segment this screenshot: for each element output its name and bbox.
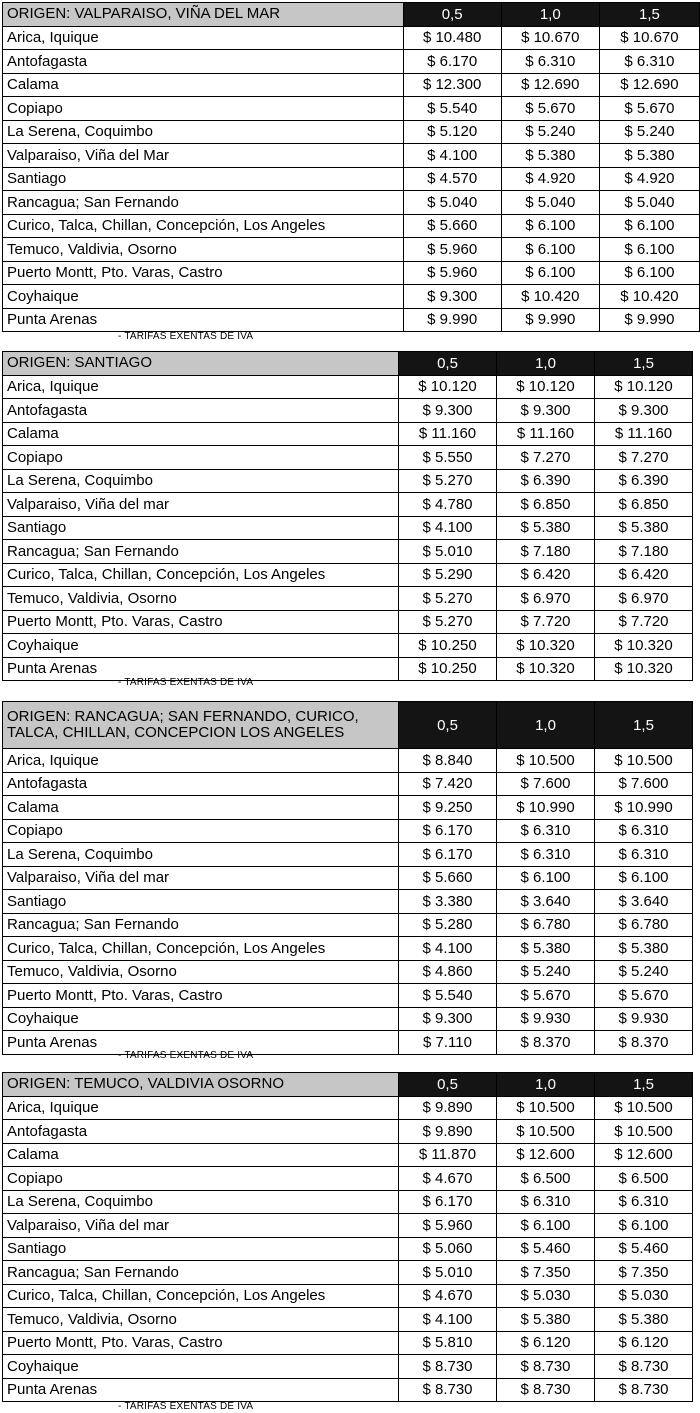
- destination-cell: Copiapo: [3, 446, 399, 470]
- price-cell: $ 6.310: [599, 50, 699, 74]
- price-cell: $ 7.720: [497, 610, 595, 634]
- destination-cell: Coyhaique: [3, 634, 399, 658]
- price-cell: $ 3.640: [497, 890, 595, 914]
- price-cell: $ 4.570: [403, 167, 501, 191]
- price-cell: $ 6.100: [501, 214, 599, 238]
- table-row: [3, 960, 693, 984]
- price-cell: $ 5.290: [399, 563, 497, 587]
- price-cell: $ 10.670: [599, 26, 699, 50]
- price-cell: $ 6.100: [497, 866, 595, 890]
- price-cell: $ 10.250: [399, 657, 497, 681]
- price-cell: $ 10.320: [595, 634, 693, 658]
- rate-table: [2, 351, 693, 681]
- table-row: [3, 1237, 693, 1261]
- table-row: [3, 167, 700, 191]
- price-cell: $ 5.040: [501, 191, 599, 215]
- origin-header: ORIGEN: VALPARAISO, VIÑA DEL MAR: [3, 3, 404, 27]
- table-row: [3, 422, 693, 446]
- price-cell: $ 11.160: [595, 422, 693, 446]
- price-cell: $ 7.600: [595, 772, 693, 796]
- price-cell: $ 4.100: [399, 516, 497, 540]
- price-cell: $ 5.010: [399, 540, 497, 564]
- table-row: [3, 1331, 693, 1355]
- table-row: [3, 191, 700, 215]
- price-cell: $ 6.170: [403, 50, 501, 74]
- price-cell: $ 3.640: [595, 890, 693, 914]
- table-row: [3, 819, 693, 843]
- price-cell: $ 4.670: [399, 1167, 497, 1191]
- table-row: [3, 540, 693, 564]
- destination-cell: Santiago: [3, 516, 399, 540]
- destination-cell: Puerto Montt, Pto. Varas, Castro: [3, 984, 399, 1008]
- price-cell: $ 5.040: [599, 191, 699, 215]
- price-cell: $ 9.300: [497, 399, 595, 423]
- price-cell: $ 9.990: [599, 308, 699, 332]
- table-row: [3, 587, 693, 611]
- price-cell: $ 5.380: [501, 144, 599, 168]
- table-row: [3, 238, 700, 262]
- price-cell: $ 4.920: [599, 167, 699, 191]
- destination-cell: Copiapo: [3, 97, 404, 121]
- price-cell: $ 6.310: [497, 819, 595, 843]
- price-cell: $ 6.780: [595, 913, 693, 937]
- price-cell: $ 5.960: [399, 1214, 497, 1238]
- table-row: [3, 796, 693, 820]
- price-cell: $ 10.990: [497, 796, 595, 820]
- price-cell: $ 6.390: [497, 469, 595, 493]
- price-cell: $ 7.270: [595, 446, 693, 470]
- table-row: [3, 772, 693, 796]
- price-cell: $ 6.420: [595, 563, 693, 587]
- price-cell: $ 5.270: [399, 587, 497, 611]
- weight-header-1-5: 1,5: [595, 1073, 693, 1097]
- price-cell: $ 9.300: [399, 399, 497, 423]
- price-cell: $ 6.310: [501, 50, 599, 74]
- table-row: [3, 1007, 693, 1031]
- price-cell: $ 8.840: [399, 749, 497, 773]
- price-cell: $ 4.100: [399, 1308, 497, 1332]
- price-cell: $ 9.890: [399, 1120, 497, 1144]
- destination-cell: Punta Arenas: [3, 308, 404, 332]
- table-row: [3, 1284, 693, 1308]
- table-row: [3, 984, 693, 1008]
- destination-cell: Antofagasta: [3, 1120, 399, 1144]
- destination-cell: Coyhaique: [3, 1355, 399, 1379]
- price-cell: $ 5.060: [399, 1237, 497, 1261]
- price-cell: $ 6.310: [595, 843, 693, 867]
- rate-table: [2, 701, 693, 1055]
- table-row: [3, 446, 693, 470]
- origin-header: ORIGEN: SANTIAGO: [3, 352, 399, 376]
- price-cell: $ 5.670: [595, 984, 693, 1008]
- table-row: [3, 890, 693, 914]
- destination-cell: Calama: [3, 1143, 399, 1167]
- destination-cell: Valparaiso, Viña del mar: [3, 1214, 399, 1238]
- table-header-row: [3, 702, 693, 749]
- destination-cell: Arica, Iquique: [3, 26, 404, 50]
- price-cell: $ 10.480: [403, 26, 501, 50]
- table-row: [3, 937, 693, 961]
- price-cell: $ 5.550: [399, 446, 497, 470]
- price-cell: $ 9.930: [497, 1007, 595, 1031]
- destination-cell: Puerto Montt, Pto. Varas, Castro: [3, 261, 404, 285]
- price-cell: $ 6.310: [497, 1190, 595, 1214]
- rate-table-valparaiso: [2, 2, 700, 332]
- price-cell: $ 8.730: [595, 1378, 693, 1402]
- price-cell: $ 9.890: [399, 1096, 497, 1120]
- table-row: [3, 1214, 693, 1238]
- destination-cell: Temuco, Valdivia, Osorno: [3, 960, 399, 984]
- table-row: [3, 1031, 693, 1055]
- price-cell: $ 12.690: [599, 73, 699, 97]
- weight-header-0-5: 0,5: [399, 702, 497, 749]
- destination-cell: Temuco, Valdivia, Osorno: [3, 238, 404, 262]
- price-cell: $ 5.660: [399, 866, 497, 890]
- price-cell: $ 12.690: [501, 73, 599, 97]
- price-cell: $ 6.100: [599, 238, 699, 262]
- price-cell: $ 7.600: [497, 772, 595, 796]
- destination-cell: Curico, Talca, Chillan, Concepción, Los Angeles: [3, 563, 399, 587]
- price-cell: $ 10.500: [595, 1120, 693, 1144]
- table-row: [3, 1355, 693, 1379]
- price-cell: $ 5.270: [399, 469, 497, 493]
- weight-header-1-0: 1,0: [497, 352, 595, 376]
- table-header-row: [3, 1073, 693, 1097]
- destination-cell: Punta Arenas: [3, 657, 399, 681]
- destination-cell: Temuco, Valdivia, Osorno: [3, 1308, 399, 1332]
- price-cell: $ 5.670: [497, 984, 595, 1008]
- destination-cell: Calama: [3, 796, 399, 820]
- price-cell: $ 10.120: [497, 375, 595, 399]
- price-cell: $ 7.350: [595, 1261, 693, 1285]
- price-cell: $ 9.990: [501, 308, 599, 332]
- table-row: [3, 73, 700, 97]
- price-cell: $ 5.240: [497, 960, 595, 984]
- price-cell: $ 5.810: [399, 1331, 497, 1355]
- price-cell: $ 10.420: [599, 285, 699, 309]
- table-row: [3, 144, 700, 168]
- price-cell: $ 10.990: [595, 796, 693, 820]
- price-cell: $ 7.720: [595, 610, 693, 634]
- destination-cell: Copiapo: [3, 819, 399, 843]
- price-cell: $ 5.380: [595, 516, 693, 540]
- price-cell: $ 6.500: [497, 1167, 595, 1191]
- price-cell: $ 8.730: [497, 1355, 595, 1379]
- destination-cell: Coyhaique: [3, 1007, 399, 1031]
- price-cell: $ 5.240: [595, 960, 693, 984]
- price-cell: $ 5.030: [595, 1284, 693, 1308]
- rate-table: [2, 2, 700, 332]
- destination-cell: La Serena, Coquimbo: [3, 120, 404, 144]
- destination-cell: Rancagua; San Fernando: [3, 540, 399, 564]
- price-cell: $ 5.030: [497, 1284, 595, 1308]
- price-cell: $ 5.380: [497, 1308, 595, 1332]
- price-cell: $ 6.500: [595, 1167, 693, 1191]
- price-cell: $ 6.850: [595, 493, 693, 517]
- destination-cell: Valparaiso, Viña del mar: [3, 493, 399, 517]
- price-cell: $ 6.100: [497, 1214, 595, 1238]
- price-cell: $ 6.120: [497, 1331, 595, 1355]
- price-cell: $ 9.930: [595, 1007, 693, 1031]
- price-cell: $ 5.540: [399, 984, 497, 1008]
- table-row: [3, 1120, 693, 1144]
- table-row: [3, 866, 693, 890]
- price-cell: $ 5.540: [403, 97, 501, 121]
- table-row: [3, 749, 693, 773]
- price-cell: $ 4.920: [501, 167, 599, 191]
- table-row: [3, 1308, 693, 1332]
- price-cell: $ 6.100: [595, 1214, 693, 1238]
- table-row: [3, 516, 693, 540]
- destination-cell: Antofagasta: [3, 399, 399, 423]
- rate-table-rancagua: [2, 701, 693, 1055]
- destination-cell: Copiapo: [3, 1167, 399, 1191]
- table-row: [3, 493, 693, 517]
- price-cell: $ 8.370: [595, 1031, 693, 1055]
- price-cell: $ 10.320: [497, 634, 595, 658]
- destination-cell: Santiago: [3, 1237, 399, 1261]
- price-cell: $ 5.380: [497, 937, 595, 961]
- price-cell: $ 6.850: [497, 493, 595, 517]
- weight-header-1-0: 1,0: [497, 1073, 595, 1097]
- price-cell: $ 12.300: [403, 73, 501, 97]
- price-cell: $ 10.500: [497, 749, 595, 773]
- tax-note: - TARIFAS EXENTAS DE IVA: [118, 1050, 254, 1061]
- price-cell: $ 6.310: [595, 819, 693, 843]
- price-cell: $ 7.110: [399, 1031, 497, 1055]
- price-cell: $ 8.730: [399, 1355, 497, 1379]
- price-cell: $ 6.970: [497, 587, 595, 611]
- destination-cell: Curico, Talca, Chillan, Concepción, Los Angeles: [3, 1284, 399, 1308]
- table-row: [3, 308, 700, 332]
- price-cell: $ 5.040: [403, 191, 501, 215]
- destination-cell: Arica, Iquique: [3, 375, 399, 399]
- table-row: [3, 1167, 693, 1191]
- price-cell: $ 10.250: [399, 634, 497, 658]
- price-cell: $ 5.010: [399, 1261, 497, 1285]
- table-row: [3, 120, 700, 144]
- price-cell: $ 11.870: [399, 1143, 497, 1167]
- price-cell: $ 5.380: [497, 516, 595, 540]
- price-cell: $ 6.310: [497, 843, 595, 867]
- price-cell: $ 8.730: [399, 1378, 497, 1402]
- price-cell: $ 4.100: [399, 937, 497, 961]
- price-cell: $ 7.270: [497, 446, 595, 470]
- price-cell: $ 5.670: [501, 97, 599, 121]
- table-row: [3, 1261, 693, 1285]
- price-cell: $ 7.350: [497, 1261, 595, 1285]
- destination-cell: Antofagasta: [3, 772, 399, 796]
- table-row: [3, 214, 700, 238]
- price-cell: $ 10.500: [595, 749, 693, 773]
- weight-header-0-5: 0,5: [399, 352, 497, 376]
- tax-note: - TARIFAS EXENTAS DE IVA: [118, 331, 254, 342]
- rate-table-temuco: [2, 1072, 693, 1402]
- destination-cell: Curico, Talca, Chillan, Concepción, Los Angeles: [3, 937, 399, 961]
- table-row: [3, 375, 693, 399]
- price-cell: $ 6.120: [595, 1331, 693, 1355]
- price-cell: $ 10.670: [501, 26, 599, 50]
- price-cell: $ 6.100: [595, 866, 693, 890]
- price-cell: $ 10.320: [595, 657, 693, 681]
- destination-cell: Puerto Montt, Pto. Varas, Castro: [3, 1331, 399, 1355]
- weight-header-0-5: 0,5: [399, 1073, 497, 1097]
- price-cell: $ 5.660: [403, 214, 501, 238]
- price-cell: $ 6.100: [501, 238, 599, 262]
- price-cell: $ 7.180: [497, 540, 595, 564]
- destination-cell: Calama: [3, 422, 399, 446]
- price-cell: $ 10.500: [497, 1096, 595, 1120]
- destination-cell: Punta Arenas: [3, 1378, 399, 1402]
- table-row: [3, 1096, 693, 1120]
- weight-header-1-0: 1,0: [497, 702, 595, 749]
- weight-header-1-5: 1,5: [595, 702, 693, 749]
- table-row: [3, 97, 700, 121]
- price-cell: $ 4.100: [403, 144, 501, 168]
- origin-header: ORIGEN: TEMUCO, VALDIVIA OSORNO: [3, 1073, 399, 1097]
- destination-cell: Rancagua; San Fernando: [3, 913, 399, 937]
- table-row: [3, 261, 700, 285]
- price-cell: $ 6.420: [497, 563, 595, 587]
- destination-cell: Arica, Iquique: [3, 749, 399, 773]
- destination-cell: La Serena, Coquimbo: [3, 469, 399, 493]
- destination-cell: Antofagasta: [3, 50, 404, 74]
- price-cell: $ 6.390: [595, 469, 693, 493]
- price-cell: $ 5.460: [497, 1237, 595, 1261]
- table-row: [3, 634, 693, 658]
- price-cell: $ 4.670: [399, 1284, 497, 1308]
- price-cell: $ 10.500: [595, 1096, 693, 1120]
- price-cell: $ 6.780: [497, 913, 595, 937]
- weight-header-1-5: 1,5: [595, 352, 693, 376]
- price-cell: $ 12.600: [595, 1143, 693, 1167]
- destination-cell: Valparaiso, Viña del Mar: [3, 144, 404, 168]
- price-cell: $ 3.380: [399, 890, 497, 914]
- destination-cell: Curico, Talca, Chillan, Concepción, Los Angeles: [3, 214, 404, 238]
- price-cell: $ 5.280: [399, 913, 497, 937]
- price-cell: $ 9.250: [399, 796, 497, 820]
- price-cell: $ 7.180: [595, 540, 693, 564]
- destination-cell: La Serena, Coquimbo: [3, 1190, 399, 1214]
- price-cell: $ 5.380: [599, 144, 699, 168]
- price-cell: $ 5.240: [501, 120, 599, 144]
- table-row: [3, 26, 700, 50]
- price-cell: $ 9.300: [595, 399, 693, 423]
- price-cell: $ 6.100: [599, 214, 699, 238]
- table-header-row: [3, 3, 700, 27]
- destination-cell: La Serena, Coquimbo: [3, 843, 399, 867]
- tax-note: - TARIFAS EXENTAS DE IVA: [118, 1401, 254, 1412]
- destination-cell: Punta Arenas: [3, 1031, 399, 1055]
- destination-cell: Santiago: [3, 890, 399, 914]
- price-cell: $ 6.170: [399, 819, 497, 843]
- rate-table-santiago: [2, 351, 693, 681]
- price-cell: $ 8.730: [497, 1378, 595, 1402]
- destination-cell: Valparaiso, Viña del mar: [3, 866, 399, 890]
- destination-cell: Rancagua; San Fernando: [3, 1261, 399, 1285]
- rate-table: [2, 1072, 693, 1402]
- price-cell: $ 9.300: [399, 1007, 497, 1031]
- table-header-row: [3, 352, 693, 376]
- destination-cell: Santiago: [3, 167, 404, 191]
- price-cell: $ 6.170: [399, 843, 497, 867]
- table-row: [3, 399, 693, 423]
- weight-header-1-5: 1,5: [599, 3, 699, 27]
- price-cell: $ 12.600: [497, 1143, 595, 1167]
- price-cell: $ 5.120: [403, 120, 501, 144]
- price-cell: $ 5.270: [399, 610, 497, 634]
- price-cell: $ 9.300: [403, 285, 501, 309]
- price-cell: $ 6.100: [501, 261, 599, 285]
- table-row: [3, 610, 693, 634]
- table-row: [3, 843, 693, 867]
- table-row: [3, 1143, 693, 1167]
- price-cell: $ 10.500: [497, 1120, 595, 1144]
- price-cell: $ 5.960: [403, 238, 501, 262]
- weight-header-1-0: 1,0: [501, 3, 599, 27]
- table-row: [3, 1378, 693, 1402]
- price-cell: $ 4.780: [399, 493, 497, 517]
- destination-cell: Arica, Iquique: [3, 1096, 399, 1120]
- price-cell: $ 6.100: [599, 261, 699, 285]
- price-cell: $ 8.730: [595, 1355, 693, 1379]
- price-cell: $ 10.120: [595, 375, 693, 399]
- destination-cell: Temuco, Valdivia, Osorno: [3, 587, 399, 611]
- table-row: [3, 50, 700, 74]
- table-row: [3, 563, 693, 587]
- price-cell: $ 5.460: [595, 1237, 693, 1261]
- table-row: [3, 469, 693, 493]
- weight-header-0-5: 0,5: [403, 3, 501, 27]
- destination-cell: Coyhaique: [3, 285, 404, 309]
- table-row: [3, 913, 693, 937]
- price-cell: $ 6.970: [595, 587, 693, 611]
- price-cell: $ 4.860: [399, 960, 497, 984]
- price-cell: $ 6.310: [595, 1190, 693, 1214]
- tax-note: - TARIFAS EXENTAS DE IVA: [118, 677, 254, 688]
- table-row: [3, 657, 693, 681]
- price-cell: $ 5.670: [599, 97, 699, 121]
- price-cell: $ 6.170: [399, 1190, 497, 1214]
- destination-cell: Calama: [3, 73, 404, 97]
- destination-cell: Puerto Montt, Pto. Varas, Castro: [3, 610, 399, 634]
- table-row: [3, 1190, 693, 1214]
- price-cell: $ 5.960: [403, 261, 501, 285]
- price-cell: $ 5.380: [595, 937, 693, 961]
- origin-header: ORIGEN: RANCAGUA; SAN FERNANDO, CURICO, TALCA, CHILLAN, CONCEPCION LOS ANGELES: [3, 702, 399, 749]
- price-cell: $ 9.990: [403, 308, 501, 332]
- price-cell: $ 5.380: [595, 1308, 693, 1332]
- destination-cell: Rancagua; San Fernando: [3, 191, 404, 215]
- price-cell: $ 8.370: [497, 1031, 595, 1055]
- price-cell: $ 7.420: [399, 772, 497, 796]
- table-row: [3, 285, 700, 309]
- price-cell: $ 10.120: [399, 375, 497, 399]
- price-cell: $ 5.240: [599, 120, 699, 144]
- price-cell: $ 11.160: [497, 422, 595, 446]
- price-cell: $ 10.320: [497, 657, 595, 681]
- price-cell: $ 11.160: [399, 422, 497, 446]
- price-cell: $ 10.420: [501, 285, 599, 309]
